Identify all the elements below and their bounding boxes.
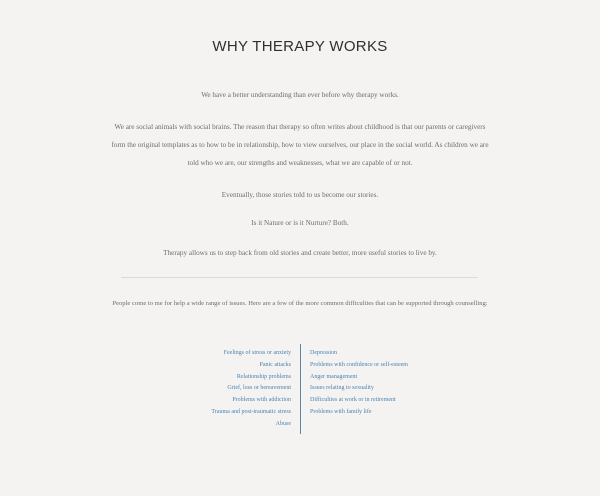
issue-item[interactable]: Relationship problems <box>236 373 291 380</box>
issue-item[interactable]: Problems with confidence or self-esteem <box>310 361 408 368</box>
therapy-paragraph: Therapy allows us to step back from old stories and create better, more useful stories to live by. <box>163 249 437 257</box>
intro-paragraph: We have a better understanding than ever before why therapy works. <box>201 91 399 99</box>
page-title: WHY THERAPY WORKS <box>212 38 388 55</box>
issue-item[interactable]: Issues relating to sexuality <box>310 385 374 392</box>
social-paragraph: We are social animals with social brains. The reason that therapy so often writes about childhood is that our parents or caregivers form the original templates as to how to be in relationship, how to view ourselves, our place in the social world. As children we are told who we are, our strengths and weaknesses, what we are capable of or not. <box>111 123 489 167</box>
issues-intro-paragraph: People come to me for help a wide range of issues. Here are a few of the more common difficulties that can be supported through counselling: <box>112 300 488 307</box>
issue-item[interactable]: Panic attacks <box>259 361 291 368</box>
nature-paragraph: Is it Nature or is it Nurture? Both. <box>251 219 349 227</box>
issue-item[interactable]: Problems with family life <box>310 408 372 415</box>
issues-list <box>150 344 450 439</box>
stories-paragraph: Eventually, those stories told to us become our stories. <box>221 191 379 199</box>
issue-item[interactable]: Problems with addiction <box>232 397 291 404</box>
issues-left-column <box>211 348 291 431</box>
section-divider <box>121 277 478 278</box>
column-divider <box>300 344 301 434</box>
issue-item[interactable]: Depression <box>310 350 337 356</box>
issues-right-column <box>310 348 408 419</box>
issue-item[interactable]: Abuse <box>275 420 291 427</box>
issue-item[interactable]: Feelings of stress or anxiety <box>223 350 291 356</box>
issue-item[interactable]: Anger management <box>310 373 358 380</box>
issue-item[interactable]: Grief, loss or bereavement <box>227 385 291 392</box>
issue-item[interactable]: Trauma and post-traumatic stress <box>211 408 291 415</box>
issue-item[interactable]: Difficulties at work or in retirement <box>310 397 396 404</box>
